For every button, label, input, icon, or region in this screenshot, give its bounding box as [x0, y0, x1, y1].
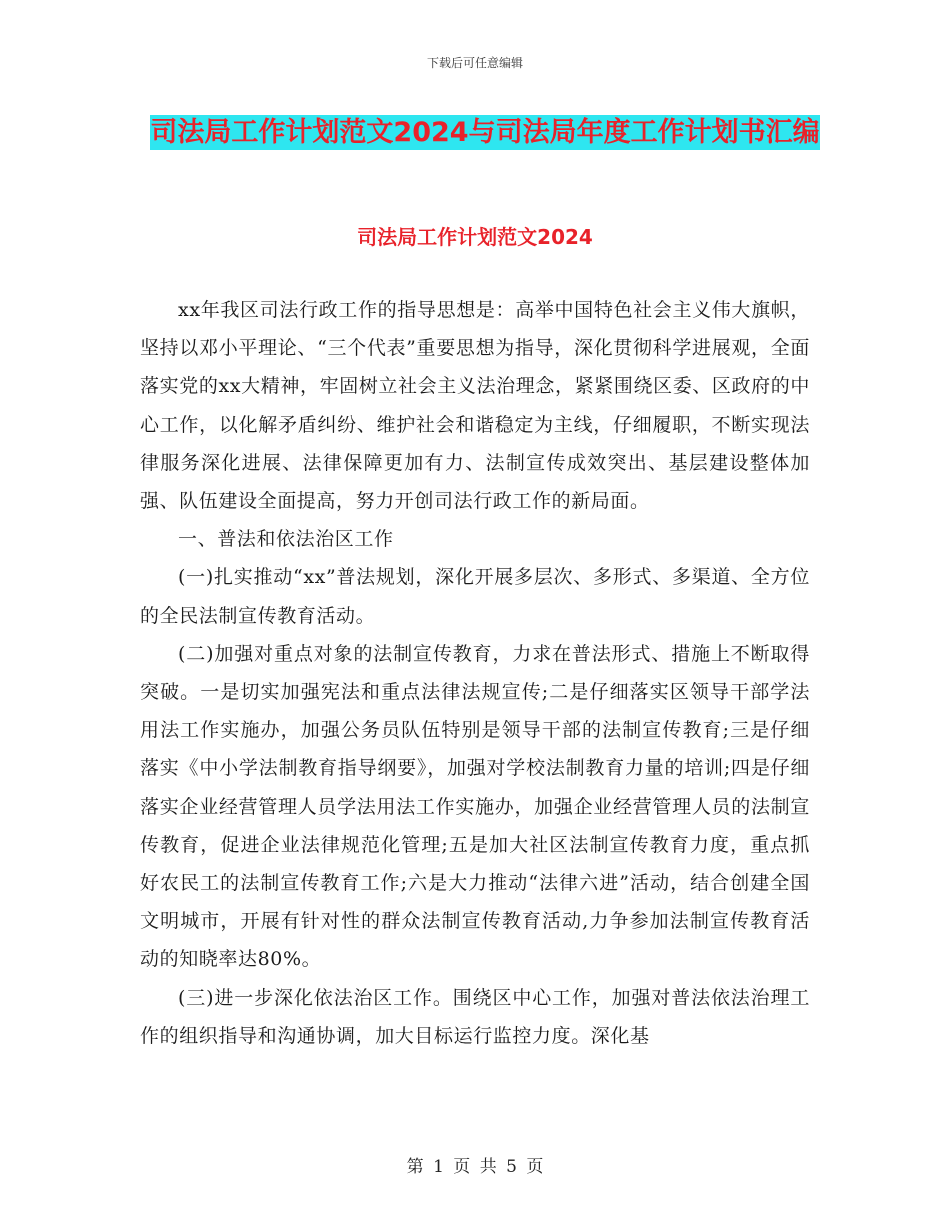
header-note: 下载后可任意编辑: [426, 56, 523, 70]
document-subtitle: 司法局工作计划范文2024: [357, 225, 593, 249]
page-number: 第 1 页 共 5 页: [406, 1157, 544, 1177]
section-heading-1: 一、普法和依法治区工作: [178, 528, 394, 551]
document-title-text: 司法局工作计划范文2024与司法局年度工作计划书汇编: [150, 117, 820, 148]
paragraph-item-3: (三)进一步深化依法治区工作。围绕区中心工作，加强对普法依法治理工作的组织指导和沟通协调，加大目标运行监控力度。深化基: [140, 986, 810, 1047]
document-body: [140, 291, 810, 1055]
paragraph-item-2: (二)加强对重点对象的法制宣传教育，力求在普法形式、措施上不断取得突破。一是切实加强宪法和重点法律法规宣传;二是仔细落实区领导干部学法用法工作实施办，加强公务员队伍特别是领导干部的法制宣传教育;三是仔细落实《中小学法制教育指导纲要》，加强对学校法制教育力量的培训;四是仔细落实企业经营管理人员学法用法工作实施办，加强企业经营管理人员的法制宣传教育，促进企业法律规范化管理;五是加大社区法制宣传教育力度，重点抓好农民工的法制宣传教育工作;六是大力推动“法律六进”活动，结合创建全国文明城市，开展有针对性的群众法制宣传教育活动,力争参加法制宣传教育活动的知晓率达80%。: [140, 642, 810, 971]
paragraph-guiding-ideology: xx年我区司法行政工作的指导思想是：高举中国特色社会主义伟大旗帜，坚持以邓小平理论、“三个代表”重要思想为指导，深化贯彻科学进展观，全面落实党的xx大精神，牢固树立社会主义法治理念，紧紧围绕区委、区政府的中心工作，以化解矛盾纠纷、维护社会和谐稳定为主线，仔细履职，不断实现法律服务深化进展、法律保障更加有力、法制宣传成效突出、基层建设整体加强、队伍建设全面提高，努力开创司法行政工作的新局面。: [140, 299, 810, 513]
paragraph-item-1: (一)扎实推动“xx”普法规划，深化开展多层次、多形式、多渠道、全方位的全民法制宣传教育活动。: [140, 566, 810, 627]
document-title: [140, 110, 830, 156]
